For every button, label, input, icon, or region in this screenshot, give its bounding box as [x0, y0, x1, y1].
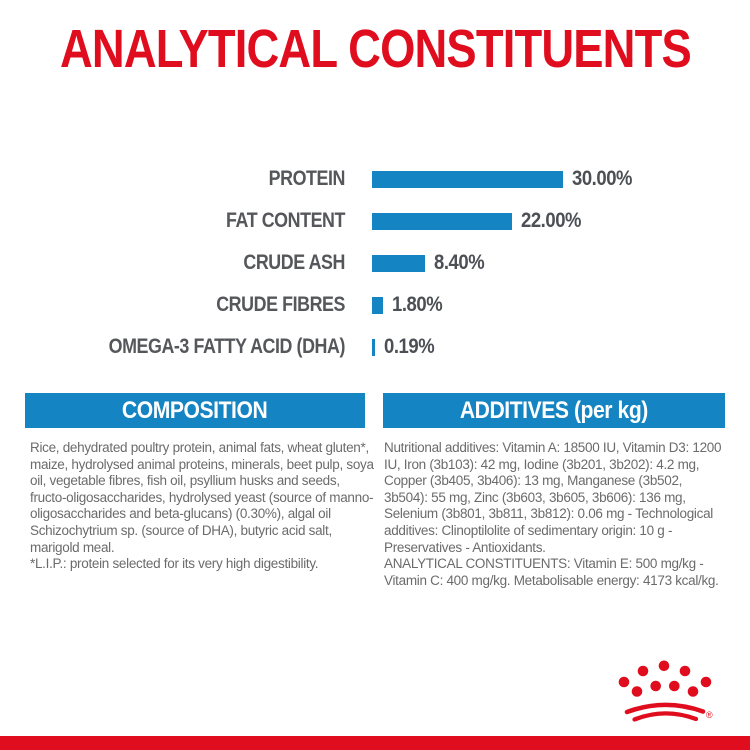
chart-value-label: 8.40%	[434, 251, 485, 274]
crown-band-lower	[635, 713, 697, 719]
chart-category-label: CRUDE ASH	[243, 251, 345, 274]
chart-bar	[372, 171, 563, 188]
page-title: ANALYTICAL CONSTITUENTS	[60, 19, 691, 79]
crown-dot	[650, 681, 661, 692]
chart-category-label: CRUDE FIBRES	[216, 293, 345, 316]
crown-band-upper	[627, 705, 703, 712]
additives-paragraph: Nutritional additives: Vitamin A: 18500 IU, Vitamin D3: 1200 IU, Iron (3b103): 42 mg, Iodine (3b201, 3b202): 4.2 mg, Copper (3b405, 3b406): 13 mg, Manganese (3b502, 3b504): 55 mg, Zinc (3b603, 3b605, 3b606): 136 mg, Selenium (3b801, 3b811, 3b812): 0.06 mg - Technological additives: Clinoptilolite of sedimentary origin: 10 g - Preservatives - Antioxidants.	[384, 440, 722, 555]
chart-bar	[372, 297, 383, 314]
composition-header-label: COMPOSITION	[122, 397, 268, 424]
chart-category-label: OMEGA-3 FATTY ACID (DHA)	[108, 335, 346, 358]
chart-value-label: 1.80%	[392, 293, 443, 316]
chart-category-label: PROTEIN	[268, 167, 345, 190]
chart-bar	[372, 213, 512, 230]
chart-row	[0, 242, 750, 284]
crown-dot	[680, 666, 691, 677]
additives-text	[384, 440, 725, 589]
composition-paragraph: Rice, dehydrated poultry protein, animal fats, wheat gluten*, maize, hydrolysed animal proteins, minerals, beet pulp, soya oil, vegetable fibres, fish oil, psyllium husks and seeds, fructo-oligosaccharides, hydrolysed yeast (source of manno-oligosaccharides and beta-glucans) (0.30%), algal oil Schizochytrium sp. (source of DHA), butyric acid salt, marigold meal.	[30, 440, 374, 555]
analytical-constituents-note: ANALYTICAL CONSTITUENTS: Vitamin E: 500 mg/kg - Vitamin C: 400 mg/kg. Metabolisable energy: 4173 kcal/kg.	[384, 556, 719, 588]
chart-row	[0, 326, 750, 368]
crown-dot	[619, 677, 630, 688]
composition-header	[25, 393, 365, 428]
crown-dot	[659, 661, 670, 672]
additives-header-label: ADDITIVES (per kg)	[459, 397, 649, 424]
brand-red-bar	[0, 736, 750, 750]
crown-dots	[619, 661, 712, 697]
royal-canin-crown-logo	[610, 655, 735, 725]
registered-trademark-symbol: ®	[706, 710, 713, 720]
crown-bands	[627, 705, 703, 720]
analytical-constituents-chart	[0, 158, 750, 368]
chart-row	[0, 200, 750, 242]
crown-dot	[638, 666, 649, 677]
chart-row	[0, 158, 750, 200]
crown-dot	[701, 677, 712, 688]
chart-value-label: 0.19%	[383, 335, 434, 358]
crown-dot	[688, 686, 699, 697]
crown-dot	[669, 681, 680, 692]
crown-dot	[632, 686, 643, 697]
chart-value-label: 22.00%	[521, 209, 582, 232]
additives-header	[383, 393, 725, 428]
lip-footnote: *L.I.P.: protein selected for its very high digestibility.	[30, 556, 319, 572]
chart-category-label: FAT CONTENT	[226, 209, 345, 232]
chart-row	[0, 284, 750, 326]
chart-value-label: 30.00%	[572, 167, 633, 190]
chart-bar	[372, 255, 425, 272]
composition-text	[30, 440, 375, 573]
chart-bar	[372, 339, 375, 356]
